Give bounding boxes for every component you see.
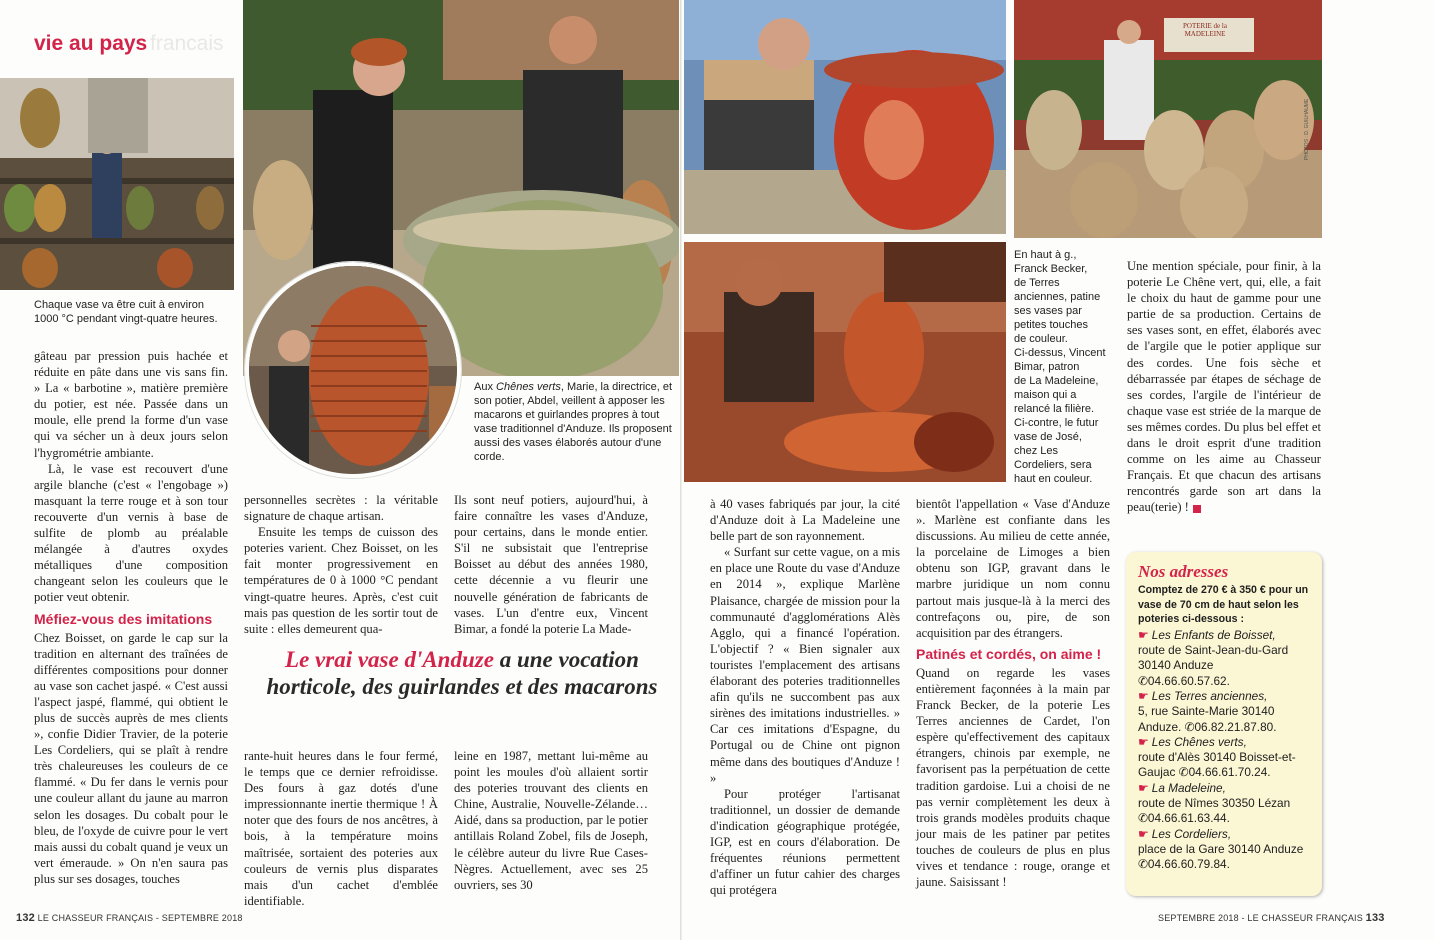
- col5-paragraph-2: Quand on regarde les vases entièrement façonnées à la main par Franck Becker, de la poterie Les Terres anciennes de Cardet, l'on espère qu'effectivement des capitaux étrangers, chinois par exemple, ne favorisent pas la perpétuation de cette tradition gardoise. Lui a choisi de ne pas vernir complètement les deux à trois grands modèles produits chaque jour mais de les patiner par petites touches de couleurs de plus en plus vives et tendance : rouge, orange et jaune. Saisissant !: [916, 665, 1110, 890]
- caption-line: anciennes, patine: [1014, 291, 1101, 303]
- photo-potter-wheel: [684, 242, 1006, 482]
- address-entry: [1138, 628, 1312, 689]
- section-title: vie au pays: [34, 32, 148, 55]
- column-2-bottom: [244, 748, 438, 909]
- address-line: route d'Alès 30140 Boisset-et-Gaujac: [1138, 750, 1296, 780]
- phone-icon: ✆: [1138, 673, 1148, 688]
- col2-paragraph-bottom: rante-huit heures dans le four fermé, le temps que ce dernier refroidisse. Des fours à gaz dotés d'une impressionnante inertie thermique ! À noter que des fours de nos ancêtres, à bois, à la température moins maîtrisée, sortaient des poteries aux couleurs de vernis plus disparates mais d'un cachet d'emblée identifiable.: [244, 749, 438, 908]
- column-5: [916, 496, 1110, 890]
- caption-right: [1014, 248, 1114, 486]
- address-phone: 04.66.60.79.84.: [1147, 857, 1230, 872]
- caption-line: maison qui a: [1014, 389, 1077, 401]
- caption-line: haut en couleur.: [1014, 473, 1093, 485]
- address-name: Les Cordeliers,: [1151, 826, 1232, 841]
- address-line: place de la Gare 30140 Anduze: [1138, 841, 1304, 856]
- pointing-hand-icon: ☛: [1138, 688, 1149, 703]
- col1-paragraph-1: gâteau par pression puis hachée et réduite en pâte dans une vis sans fin. » La « barbotine », matière première du potier, est née. Passée dans un moule, elle prend la forme d'un vase qui va sécher un à deux jours selon l'hygrométrie ambiante.: [34, 349, 228, 460]
- col5-paragraph-1: bientôt l'appellation « Vase d'Anduze ». Marlène est confiante dans les discussions. Au milieu de cette année, la porcelaine de Limoges a bien obtenu son IGP, gravant dans le marbre juridique un nom connu partout mais jusque-là à la merci des contrefaçons ou, pire, de son acquisition par des étrangers.: [916, 497, 1110, 640]
- col6-paragraph-1: [1127, 258, 1321, 516]
- col4-paragraph-1: à 40 vases fabriqués par jour, la cité d'Anduze doit à La Madeleine une belle part de son rayonnement.: [710, 497, 900, 544]
- caption-line: chez Les: [1014, 445, 1059, 457]
- col3-paragraph-top: Ils sont neuf potiers, aujourd'hui, à faire connaître les vases d'Anduze, pour certains, dans le monde entier. S'il ne subsistait que l'entreprise Boisset au début des années 1980, cette décennie a vu fleurir une nouvelle génération de fabricants de vases. L'un d'entre eux, Vincent Bimar, a fondé la poterie La Made-: [454, 493, 648, 636]
- address-entry: [1138, 735, 1312, 781]
- col2-paragraph-2: Ensuite les temps de cuisson des poteries varient. Chez Boisset, on les fait monter progressivement en températures de 0 à 1000 °C pendant vingt-quatre heures. Après, c'est cuit mais pas question de les sortir tout de suite : elles demeurent qua-: [244, 525, 438, 636]
- caption-line: de La Madeleine,: [1014, 375, 1099, 387]
- photo-la-madeleine: [1014, 0, 1322, 238]
- caption-line: petites touches: [1014, 319, 1088, 331]
- caption-line: En haut à g.,: [1014, 249, 1077, 261]
- section-ghost-text: francais: [150, 32, 224, 55]
- addresses-intro: Comptez de 270 € à 350 € pour un vase de 70 cm de haut selon les poteries ci-dessous :: [1138, 584, 1309, 626]
- caption-line: de Terres: [1014, 277, 1060, 289]
- caption-line: Bimar, patron: [1014, 361, 1080, 373]
- address-phone: 04.66.60.57.62.: [1147, 673, 1230, 688]
- col5-subhead: Patinés et cordés, on aime !: [916, 645, 1102, 662]
- phone-icon: ✆: [1184, 719, 1195, 734]
- col1-paragraph-2: Là, le vase est recouvert d'une argile blanche (c'est « l'engobage ») masquant la terre rouge et à son tour recouverte d'un vernis à base de sulfite de plomb au préalable mélangée à d'autres oxydes métalliques d'une composition changeant selon les couleurs que le potier veut obtenir.: [34, 461, 228, 605]
- pullquote-rest: a une vocation horticole, des guirlandes et des macarons: [266, 647, 658, 699]
- col4-paragraph-3: Pour protéger l'artisanat traditionnel, un dossier de demande d'indication géographique protégée, IGP, est en cours d'élaboration. De fréquentes réunions permettent d'affiner un futur cahier des charges qui protégera: [710, 786, 900, 898]
- col1-paragraph-3: Chez Boisset, on garde le cap sur la tradition en alternant des traînées de différentes compositions pour donner au vase son cachet jaspé. « C'est aussi l'aspect jaspé, flammé, qui obtient le plus de succès auprès de mes clients », confie Didier Travier, de la poterie Les Cordeliers, qui se plaît à rendre très chaleureuses les couleurs de ce flammé. « Du fer dans le vernis pour une couleur allant du jaune au marron selon les dosages. Du cobalt pour le bleu, de l'oxyde de cuivre pour le vert mais aussi du cobalt quand je veux un vert émeraude. » On n'en saura pas plus sur ses dosages, touches: [34, 630, 228, 886]
- pointing-hand-icon: ☛: [1138, 627, 1149, 642]
- pointing-hand-icon: ☛: [1138, 734, 1149, 749]
- column-4: [710, 496, 900, 898]
- photo-circle-rope-vase: [245, 262, 461, 478]
- caption-kiln: Chaque vase va être cuit à environ 1000 °C pendant vingt-quatre heures.: [34, 299, 218, 325]
- caption-line: relancé la filière.: [1014, 403, 1095, 415]
- photo-kiln-shelves: [0, 78, 234, 290]
- address-entry: [1138, 827, 1312, 873]
- end-mark-icon: [1193, 505, 1201, 513]
- folio-left-number: 132: [16, 912, 35, 924]
- col3-paragraph-bottom: leine en 1987, mettant lui-même au point les moules d'où allaient sortir des poteries trouvant des clients en Chine, Australie, Nouvelle-Zélande… Aidé, dans sa production, par le potier antillais Roland Zobel, fils de Joseph, le célèbre auteur du livre Rue Cases-Nègres. Actuellement, avec ses 25 ouvriers, ses 30: [454, 749, 648, 892]
- folio-right: [1158, 912, 1385, 924]
- folio-right-number: 133: [1365, 912, 1385, 924]
- caption-body: , Marie, la directrice, et son potier, Abdel, veillent à apposer les macarons et guirlandes propres à tout vase traditionnel d'Anduze. Ils proposent aussi des vases élaborés autour d'une corde.: [474, 381, 673, 463]
- caption-line: de couleur.: [1014, 333, 1068, 345]
- pullquote-accent: Le vrai vase d'Anduze: [285, 647, 494, 672]
- caption-prefix: Aux: [474, 381, 497, 393]
- phone-icon: ✆: [1138, 857, 1148, 872]
- folio-left-text: LE CHASSEUR FRANÇAIS - SEPTEMBRE 2018: [37, 913, 243, 923]
- pointing-hand-icon: ☛: [1138, 780, 1149, 795]
- column-2-top: [244, 492, 438, 637]
- address-name: Les Terres anciennes,: [1151, 688, 1268, 703]
- address-phone: 04.66.61.63.44.: [1147, 811, 1230, 826]
- caption-line: vase de José,: [1014, 431, 1082, 443]
- address-phone: 04.66.61.70.24.: [1188, 765, 1271, 780]
- caption-line: ses vases par: [1014, 305, 1082, 317]
- caption-name: Chênes verts: [496, 381, 561, 393]
- address-line: 5, rue Sainte-Marie 30140 Anduze.: [1138, 704, 1275, 734]
- phone-icon: ✆: [1138, 811, 1148, 826]
- caption-line: Ci-contre, le futur: [1014, 417, 1099, 429]
- address-phone: 06.82.21.87.80.: [1194, 719, 1277, 734]
- col6-text: Une mention spéciale, pour finir, à la poterie Le Chêne vert, qui, elle, a fait le choix du haut de gamme pour une partie de sa production. Certains de ses vases sont, en effet, élaborés avec de l'argile que le potier applique sur des cordes. Une fois sèche et débarrassée par étapes de séchage de ses cordes, l'argile de l'intérieur de chaque vase est striée de la marque de ses mêmes cordes. Du plus bel effet et dans le droit esprit d'une tradition comme on les aime au Chasseur Français. Et que chacun des artisans rencontrés garde son art dans la peau(terie) !: [1127, 259, 1321, 515]
- column-3-top: [454, 492, 648, 637]
- addresses-title: Nos adresses: [1138, 562, 1229, 581]
- address-entry: [1138, 689, 1312, 735]
- col2-paragraph-1: personnelles secrètes : la véritable signature de chaque artisan.: [244, 493, 438, 524]
- col4-paragraph-2: « Surfant sur cette vague, on a mis en place une Route du vase d'Anduze en 2014 », explique Marlène Plaisance, chargée de mission pour la communauté d'agglomérations Alès Agglo, qui a financé l'opération. L'objectif ? « Bien signaler aux touristes l'emplacement des artisans élaborant des poteries traditionnelles afin qu'ils ne succombent pas aux sirènes des imitations industrielles. » Car ces imitations d'Espagne, du Portugal ou de Chine ont pignon même dans des boutiques d'Anduze ! »: [710, 545, 900, 785]
- column-1: [34, 348, 228, 887]
- address-entry: [1138, 781, 1312, 827]
- folio-right-text: SEPTEMBRE 2018 - LE CHASSEUR FRANÇAIS: [1158, 913, 1363, 923]
- sign-poterie-madeleine: POTERIE de la MADELEINE: [1183, 22, 1227, 38]
- pullquote: [248, 646, 676, 700]
- address-name: La Madeleine,: [1151, 780, 1226, 795]
- address-line: route de Nîmes 30350 Lézan: [1138, 796, 1291, 811]
- column-3-bottom: [454, 748, 648, 893]
- caption-chenes-verts: [474, 380, 674, 464]
- pointing-hand-icon: ☛: [1138, 826, 1149, 841]
- address-name: Les Enfants de Boisset,: [1151, 627, 1276, 642]
- photo-credit: PHOTOS : D. GUILHAUME: [1304, 98, 1310, 160]
- column-6: [1127, 258, 1321, 516]
- caption-line: Franck Becker,: [1014, 263, 1088, 275]
- left-page: [0, 0, 682, 940]
- caption-line: Ci-dessus, Vincent: [1014, 347, 1106, 359]
- folio-left: [16, 912, 243, 924]
- photo-franck-becker: [684, 0, 1006, 234]
- address-line: route de Saint-Jean-du-Gard 30140 Anduze: [1138, 643, 1289, 673]
- phone-icon: ✆: [1178, 765, 1189, 780]
- address-name: Les Chênes verts,: [1151, 734, 1247, 749]
- col1-subhead: Méfiez-vous des imitations: [34, 610, 213, 627]
- caption-line: Cordeliers, sera: [1014, 459, 1092, 471]
- addresses-box: [1126, 552, 1322, 896]
